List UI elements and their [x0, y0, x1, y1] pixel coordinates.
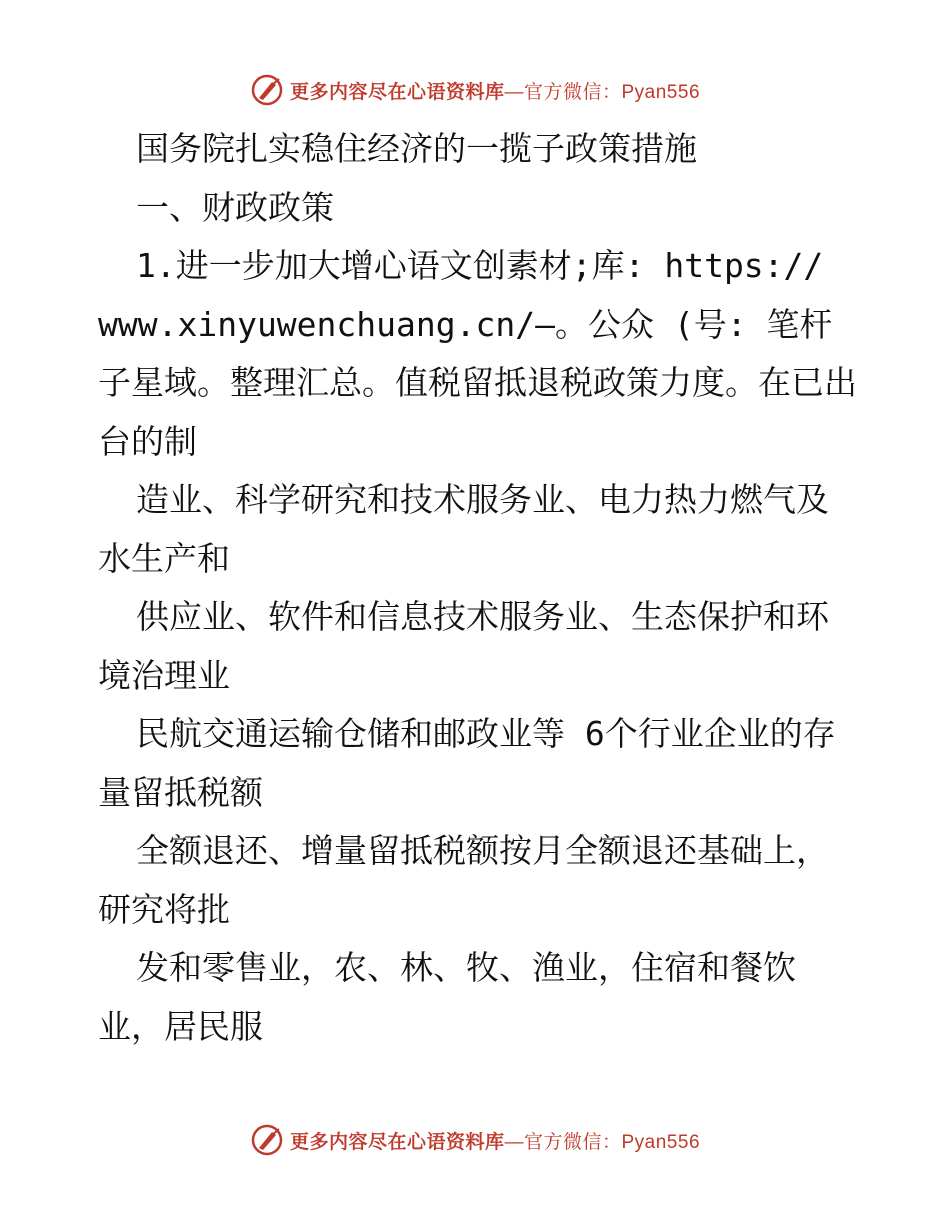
footer-banner-wechat: 官方微信：Pyan556 — [524, 1131, 701, 1153]
paragraph: 民航交通运输仓储和邮政业等 6个行业企业的存量留抵税额 — [98, 714, 836, 812]
paragraph: 供应业、软件和信息技术服务业、生态保护和环境治理业 — [98, 597, 829, 695]
section-heading: 一、财政政策 — [136, 187, 334, 227]
paragraph: 全额退还、增量留抵税额按月全额退还基础上，研究将批 — [98, 831, 829, 929]
document-title: 国务院扎实稳住经济的一揽子政策措施 — [136, 129, 697, 168]
header-banner-text — [290, 77, 700, 104]
footer-banner-bold: 更多内容尽在心语资料库 — [289, 1130, 505, 1153]
quill-circle-logo-icon — [250, 73, 284, 107]
paragraph: 1.进一步加大增心语文创素材;库: https:// www.xinyuwenchuang.cn/—。公众 (号: 笔杆子星域。整理汇总。值税留抵退税政策力度。在已出台的制 — [98, 246, 857, 461]
header-banner-dash: — — [504, 81, 524, 103]
footer-banner — [0, 1122, 950, 1158]
paragraph: 发和零售业，农、林、牧、渔业，住宿和餐饮业，居民服 — [98, 948, 796, 1046]
header-banner — [0, 72, 950, 108]
document-body — [98, 120, 858, 1056]
header-banner-wechat: 官方微信：Pyan556 — [524, 81, 701, 103]
footer-banner-dash: — — [504, 1131, 524, 1153]
footer-banner-text — [290, 1127, 700, 1154]
quill-circle-logo-icon — [250, 1123, 284, 1157]
paragraph: 造业、科学研究和技术服务业、电力热力燃气及水生产和 — [98, 480, 829, 578]
header-banner-bold: 更多内容尽在心语资料库 — [289, 80, 505, 103]
